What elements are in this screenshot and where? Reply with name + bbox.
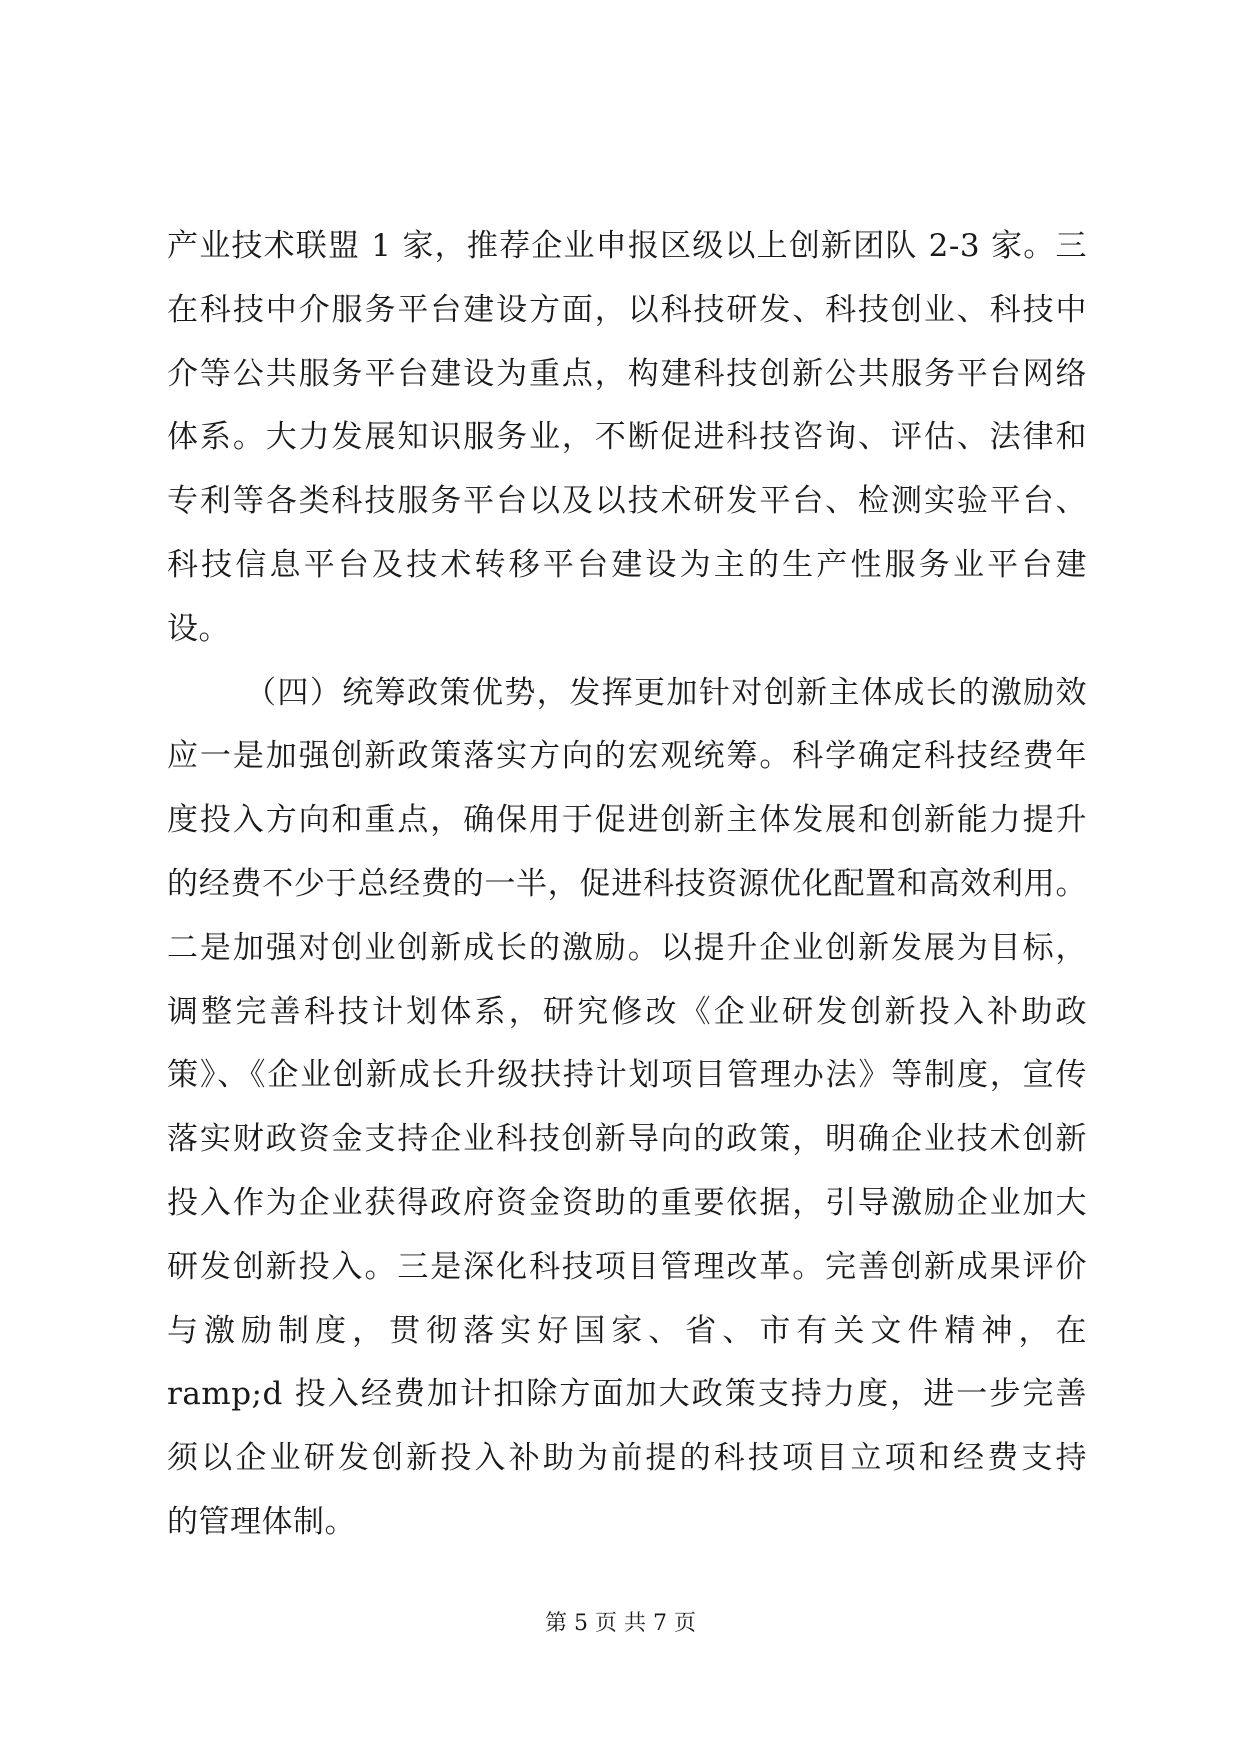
text-line: 介等公共服务平台建设为重点，构建科技创新公共服务平台网络 <box>167 355 1087 392</box>
text-line: 在科技中介服务平台建设方面，以科技研发、科技创业、科技中 <box>167 291 1087 328</box>
text-line: 专利等各类科技服务平台以及以技术研发平台、检测实验平台、 <box>167 483 1087 520</box>
text-line: 体系。大力发展知识服务业，不断促进科技咨询、评估、法律和 <box>167 419 1087 456</box>
text-line: 科技信息平台及技术转移平台建设为主的生产性服务业平台建 <box>167 546 1087 583</box>
text-line: 研发创新投入。三是深化科技项目管理改革。完善创新成果评价 <box>167 1248 1087 1285</box>
text-line: 的经费不少于总经费的一半，促进科技资源优化配置和高效利用。 <box>167 865 1087 902</box>
text-line: 二是加强对创业创新成长的激励。以提升企业创新发展为目标， <box>167 929 1087 966</box>
text-line: 设。 <box>167 610 230 647</box>
text-line: ramp;d 投入经费加计扣除方面加大政策支持力度，进一步完善 <box>167 1376 1087 1413</box>
text-line: 应一是加强创新政策落实方向的宏观统筹。科学确定科技经费年 <box>167 738 1087 775</box>
text-line: 须以企业研发创新投入补助为前提的科技项目立项和经费支持 <box>167 1440 1087 1477</box>
text-line: 产业技术联盟 1 家，推荐企业申报区级以上创新团队 2-3 家。三 <box>167 228 1087 264</box>
text-line: 投入作为企业获得政府资金资助的重要依据，引导激励企业加大 <box>167 1184 1087 1221</box>
text-line: 策》、《企业创新成长升级扶持计划项目管理办法》等制度，宣传 <box>167 1057 1087 1094</box>
text-line: 落实财政资金支持企业科技创新导向的政策，明确企业技术创新 <box>167 1121 1087 1158</box>
page-number-footer: 第 5 页 共 7 页 <box>545 1611 696 1636</box>
text-line: 度投入方向和重点，确保用于促进创新主体发展和创新能力提升 <box>167 802 1087 839</box>
text-line: 的管理体制。 <box>167 1503 356 1540</box>
body-text <box>167 226 1087 1566</box>
text-line: 调整完善科技计划体系，研究修改《企业研发创新投入补助政 <box>167 993 1087 1030</box>
text-line: 与激励制度，贯彻落实好国家、省、市有关文件精神，在 <box>167 1312 1087 1349</box>
section-heading-line: （四）统筹政策优势，发挥更加针对创新主体成长的激励效 <box>245 674 1087 711</box>
